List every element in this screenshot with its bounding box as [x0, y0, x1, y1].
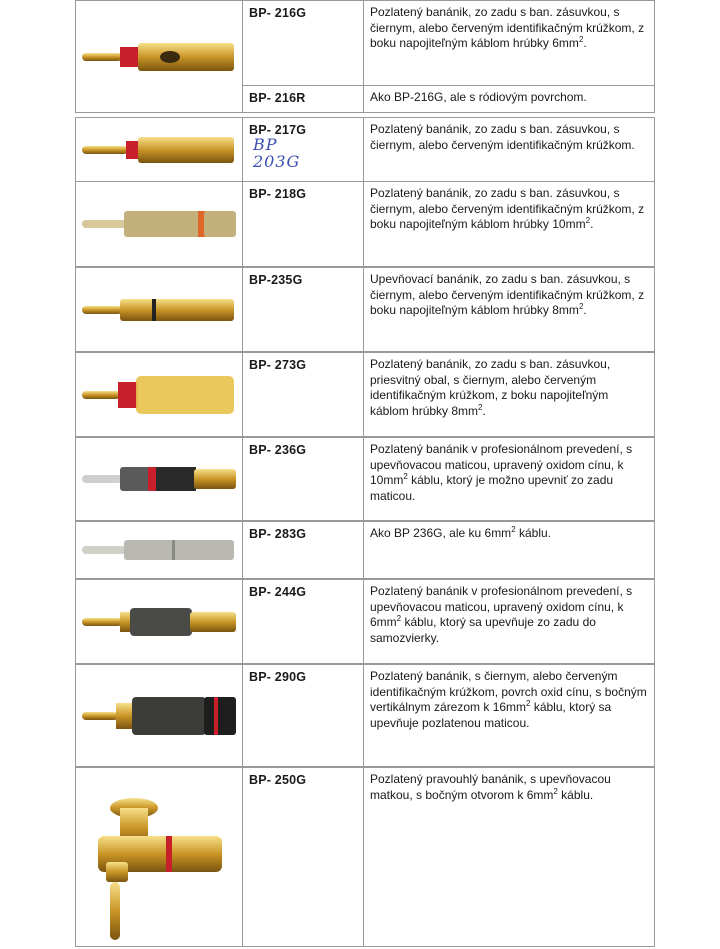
table-row: [75, 117, 655, 182]
code-cell: [242, 267, 364, 352]
product-description: Pozlatený banánik, zo zadu s ban. zásuvkou, priesvitný obal, s čiernym, alebo červeným identifikačným krúžkom, z boku napojiteľným káblom hrúbky $8mm^2$.: [370, 357, 611, 418]
description-cell: [363, 767, 655, 947]
product-description: Pozlatený banánik v profesionálnom prevedení, s upevňovacou maticou, upravený oxidom cínu, k $6mm^2$ káblu, ktorý sa upevňuje zo zadu do samozvierky.: [370, 584, 633, 645]
product-code: BP- 290G: [249, 670, 307, 684]
product-description: Pozlatený banánik, s čiernym, alebo červeným identifikačným krúžkom, povrch oxid cínu, s bočným vertikálnym zárezom k $16mm^2$ káblu, ktorý sa upevňuje pozlatenou maticou.: [370, 669, 647, 730]
product-description: Pozlatený banánik, zo zadu s ban. zásuvkou, s čiernym, alebo červeným identifikačným krúžkom.: [370, 122, 635, 152]
product-photo-cell: [75, 579, 243, 664]
table-row: [75, 352, 655, 437]
product-photo-cell: [75, 352, 243, 437]
product-photo-cell: [75, 521, 243, 579]
code-cell: [242, 0, 364, 86]
product-description: Pozlatený banánik, zo zadu s ban. zásuvkou, s čiernym, alebo červeným identifikačným krúžkom, z boku napojiteľným káblom hrúbky $10mm^2$.: [370, 186, 645, 231]
table-row: [75, 767, 655, 947]
product-description: Upevňovací banánik, zo zadu s ban. zásuvkou, s čiernym, alebo červeným identifikačným krúžkom, z boku napojiteľným káblom hrúbky $8mm^2$.: [370, 272, 645, 317]
product-code: BP- 250G: [249, 773, 307, 787]
description-cell: [363, 267, 655, 352]
code-cell: [242, 664, 364, 767]
product-description: Ako BP 236G, ale ku $6mm^2$ káblu.: [370, 525, 551, 540]
product-photo-cell: [75, 117, 243, 182]
code-cell: [242, 767, 364, 947]
code-cell: [242, 521, 364, 579]
table-row: [75, 579, 655, 664]
table-row: [75, 181, 655, 267]
description-cell: [363, 664, 655, 767]
product-description: Pozlatený banánik v profesionálnom prevedení, s upevňovacou maticou, upravený oxidom cínu, k $10mm^2$ káblu, ktorý je možno upevniť zo zadu maticou.: [370, 442, 633, 503]
description-cell: [363, 579, 655, 664]
banana-plug-image: [82, 128, 238, 172]
banana-plug-image: [82, 459, 238, 499]
banana-plug-image: [82, 201, 238, 247]
product-description: Pozlatený pravouhlý banánik, s upevňovacou matkou, s bočným otvorom k $6mm^2$ káblu.: [370, 772, 611, 802]
code-cell: [242, 437, 364, 521]
product-code: BP- 216R: [249, 91, 306, 105]
description-cell: [363, 352, 655, 437]
product-photo-cell: [75, 437, 243, 521]
description-cell: [363, 181, 655, 267]
table-row: [75, 664, 655, 767]
banana-plug-image: [82, 535, 238, 565]
description-cell: [363, 117, 655, 182]
product-code: BP- 218G: [249, 187, 307, 201]
banana-plug-image: [82, 602, 238, 642]
table-row: [75, 85, 655, 113]
code-cell: [242, 117, 364, 182]
table-row: [75, 267, 655, 352]
product-description: Pozlatený banánik, zo zadu s ban. zásuvkou, s čiernym, alebo červeným identifikačným krúžkom, z boku napojiteľným káblom hrúbky $6mm^2$.: [370, 5, 645, 50]
product-code: BP- 216G: [249, 6, 307, 20]
product-photo-cell: [75, 664, 243, 767]
handwritten-note: BP 203G: [253, 135, 301, 171]
code-cell: [242, 579, 364, 664]
code-cell: [242, 181, 364, 267]
product-photo-cell: [75, 181, 243, 267]
banana-plug-image: [82, 370, 238, 420]
code-cell: [242, 352, 364, 437]
right-angle-banana-plug-image: [88, 792, 228, 942]
product-code: BP- 244G: [249, 585, 307, 599]
product-photo-cell: [75, 267, 243, 352]
banana-plug-image: [82, 691, 238, 741]
banana-plug-image: [82, 293, 238, 327]
description-cell: [363, 0, 655, 86]
product-photo-cell: [75, 767, 243, 947]
banana-plug-image: [82, 27, 238, 87]
product-description: Ako BP-216G, ale s ródiovým povrchom.: [370, 90, 587, 104]
product-code: BP- 273G: [249, 358, 307, 372]
description-cell: [363, 85, 655, 113]
product-code: BP- 283G: [249, 527, 307, 541]
code-cell: [242, 85, 364, 113]
table-row: [75, 437, 655, 521]
table-row: [75, 521, 655, 579]
product-code: BP- 217G: [249, 123, 307, 137]
product-code: BP- 236G: [249, 443, 307, 457]
description-cell: [363, 521, 655, 579]
description-cell: [363, 437, 655, 521]
product-code: BP-235G: [249, 273, 303, 287]
